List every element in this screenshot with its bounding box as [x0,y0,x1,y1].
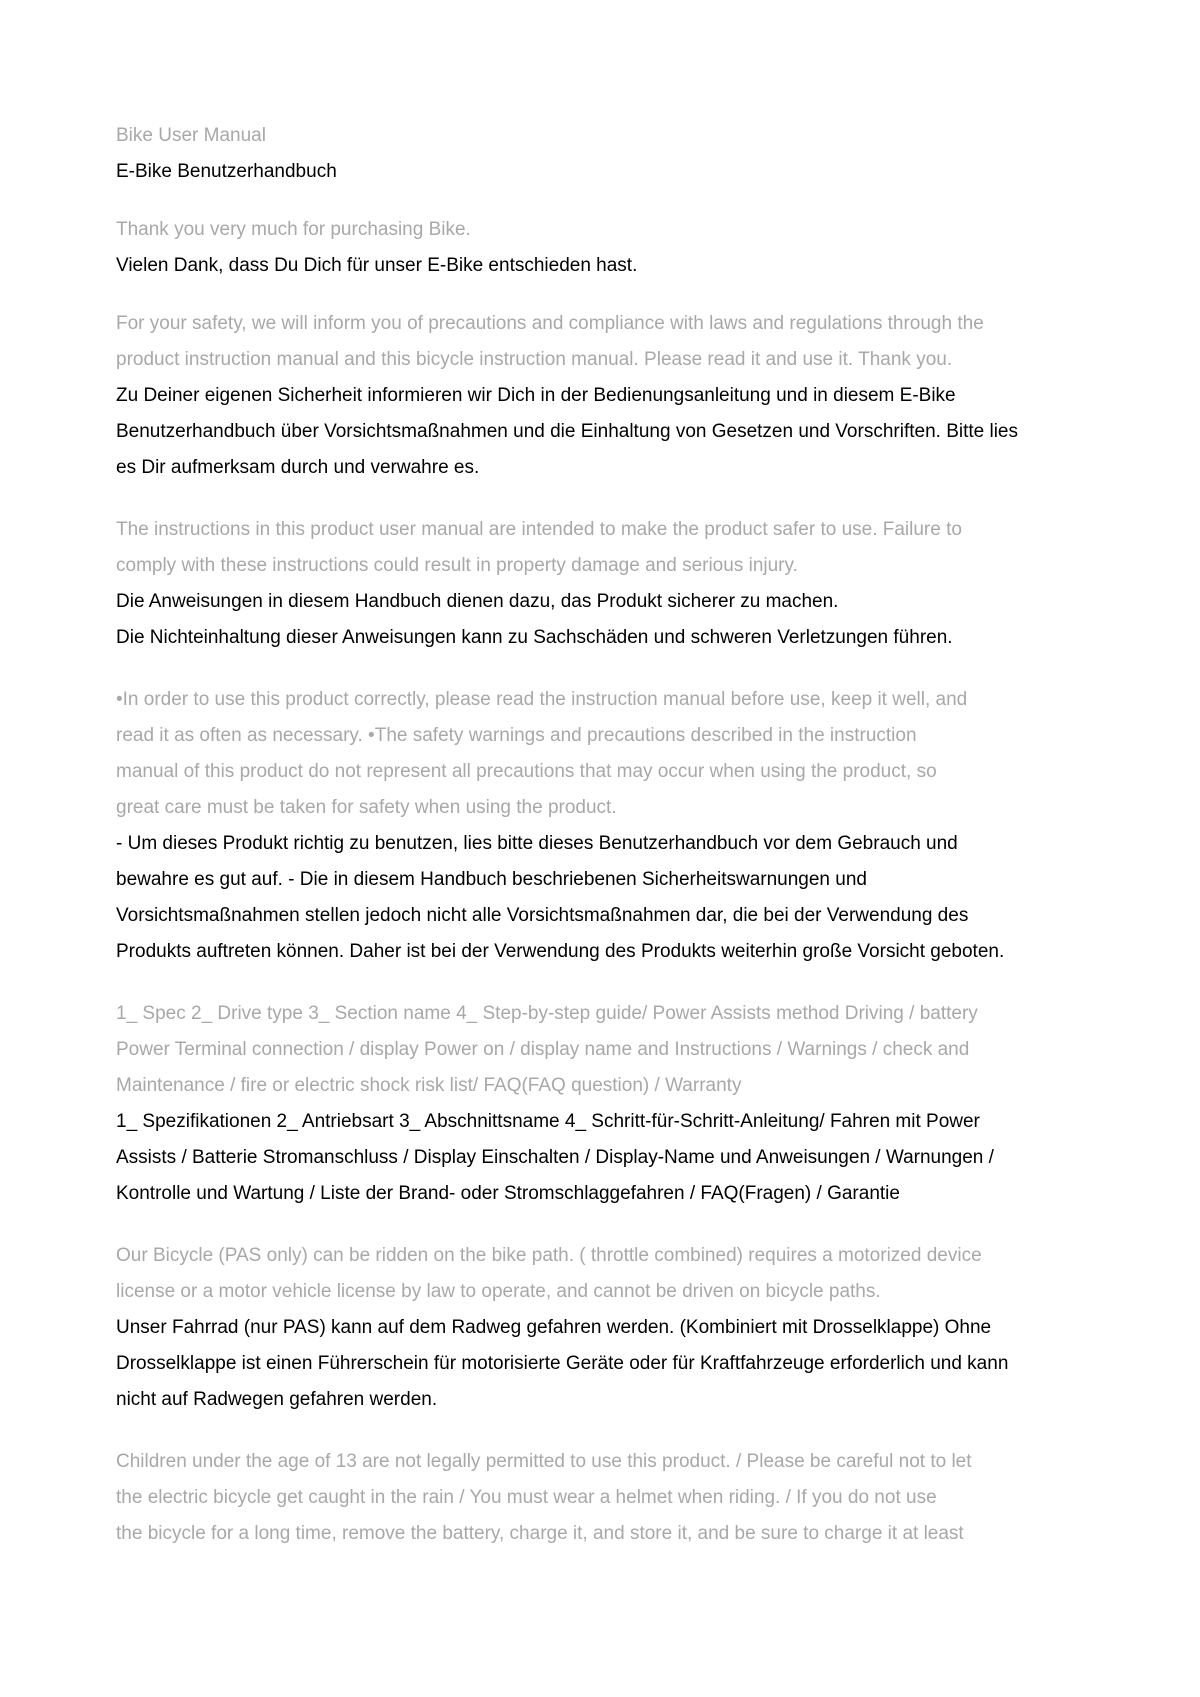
instructions-block [116,512,1096,656]
bikepath-en-line: license or a motor vehicle license by law to operate, and cannot be driven on bicycle paths. [116,1281,881,1302]
usage-en-line: manual of this product do not represent all precautions that may occur when using the product, so [116,761,937,782]
manual-page [116,118,1096,1552]
safety-en-line: product instruction manual and this bicycle instruction manual. Please read it and use it. Thank you. [116,349,953,370]
children-block [116,1444,1096,1552]
usage-en-line: read it as often as necessary. •The safety warnings and precautions described in the instruction [116,725,917,746]
safety-de-line: es Dir aufmerksam durch und verwahre es. [116,457,480,478]
contents-de-line: Kontrolle und Wartung / Liste der Brand- oder Stromschlaggefahren / FAQ(Fragen) / Garantie [116,1183,900,1204]
instructions-en-line: comply with these instructions could result in property damage and serious injury. [116,555,798,576]
header-block [116,118,1096,190]
contents-en-line: Power Terminal connection / display Power on / display name and Instructions / Warnings / check and [116,1039,970,1060]
safety-de-line: Zu Deiner eigenen Sicherheit informieren wir Dich in der Bedienungsanleitung und in diesem E-Bike [116,385,956,406]
thanks-en: Thank you very much for purchasing Bike. [116,219,471,240]
contents-block [116,996,1096,1212]
contents-en-line: Maintenance / fire or electric shock risk list/ FAQ(FAQ question) / Warranty [116,1075,742,1096]
bikepath-de-line: Unser Fahrrad (nur PAS) kann auf dem Radweg gefahren werden. (Kombiniert mit Drosselklappe) Ohne [116,1317,992,1338]
usage-de-line: - Um dieses Produkt richtig zu benutzen, lies bitte dieses Benutzerhandbuch vor dem Gebrauch und [116,833,958,854]
instructions-de-line: Die Nichteinhaltung dieser Anweisungen kann zu Sachschäden und schweren Verletzungen führen. [116,627,953,648]
contents-en-line: 1_ Spec 2_ Drive type 3_ Section name 4_ Step-by-step guide/ Power Assists method Driving / battery [116,1003,978,1024]
instructions-de-line: Die Anweisungen in diesem Handbuch dienen dazu, das Produkt sicherer zu machen. [116,591,839,612]
children-en-line: the electric bicycle get caught in the rain / You must wear a helmet when riding. / If you do not use [116,1487,937,1508]
thanks-block [116,212,1096,284]
bikepath-de-line: Drosselklappe ist einen Führerschein für motorisierte Geräte oder für Kraftfahrzeuge erforderlich und kann [116,1353,1009,1374]
safety-en-line: For your safety, we will inform you of precautions and compliance with laws and regulations through the [116,313,984,334]
manual-title-de: E-Bike Benutzerhandbuch [116,161,337,182]
contents-de-line: Assists / Batterie Stromanschluss / Display Einschalten / Display-Name und Anweisungen / Warnungen / [116,1147,994,1168]
thanks-de: Vielen Dank, dass Du Dich für unser E-Bike entschieden hast. [116,255,638,276]
contents-de-line: 1_ Spezifikationen 2_ Antriebsart 3_ Abschnittsname 4_ Schritt-für-Schritt-Anleitung/ Fahren mit Power [116,1111,980,1132]
usage-de-line: Vorsichtsmaßnahmen stellen jedoch nicht alle Vorsichtsmaßnahmen dar, die bei der Verwendung des [116,905,969,926]
bikepath-en-line: Our Bicycle (PAS only) can be ridden on the bike path. ( throttle combined) requires a motorized device [116,1245,982,1266]
safety-block [116,306,1096,486]
children-en-line: the bicycle for a long time, remove the battery, charge it, and store it, and be sure to charge it at least [116,1523,964,1544]
usage-block [116,682,1096,970]
usage-de-line: bewahre es gut auf. - Die in diesem Handbuch beschriebenen Sicherheitswarnungen und [116,869,867,890]
usage-de-line: Produkts auftreten können. Daher ist bei der Verwendung des Produkts weiterhin große Vorsicht geboten. [116,941,1005,962]
manual-title-en: Bike User Manual [116,125,266,146]
children-en-line: Children under the age of 13 are not legally permitted to use this product. / Please be careful not to let [116,1451,972,1472]
safety-de-line: Benutzerhandbuch über Vorsichtsmaßnahmen und die Einhaltung von Gesetzen und Vorschriften. Bitte lies [116,421,1018,442]
bikepath-block [116,1238,1096,1418]
usage-en-line: great care must be taken for safety when using the product. [116,797,617,818]
bikepath-de-line: nicht auf Radwegen gefahren werden. [116,1389,438,1410]
instructions-en-line: The instructions in this product user manual are intended to make the product safer to use. Failure to [116,519,962,540]
usage-en-line: •In order to use this product correctly, please read the instruction manual before use, keep it well, and [116,689,968,710]
